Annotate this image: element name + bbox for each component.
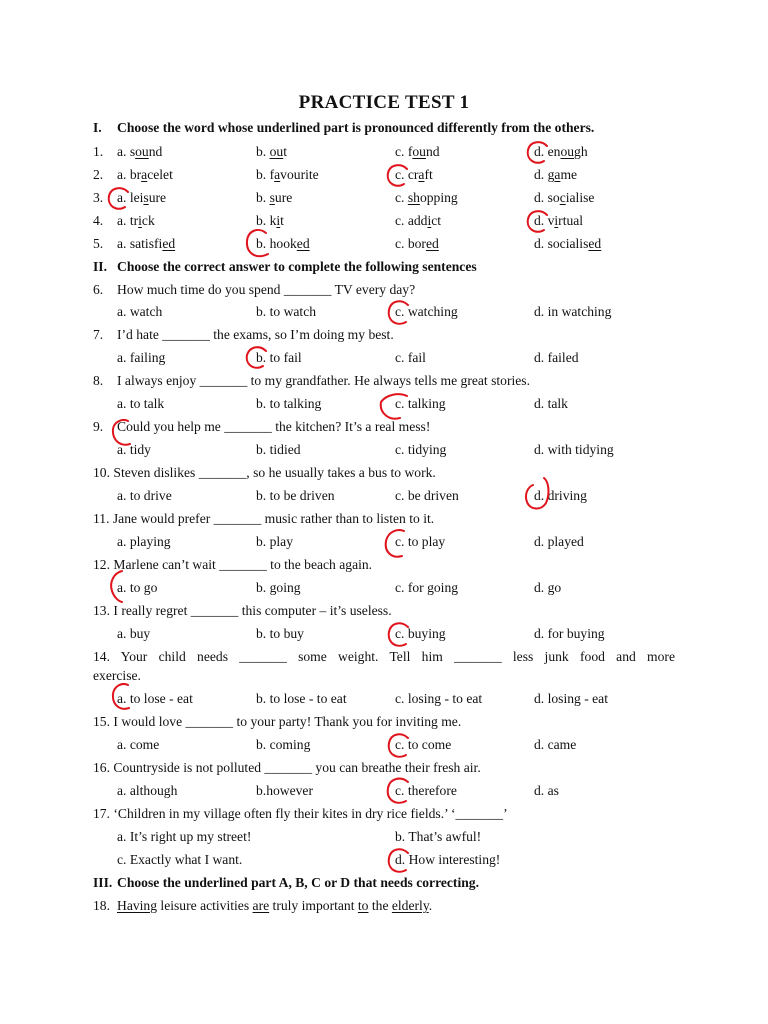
option-a: a. trick — [117, 213, 155, 228]
question-15-stem — [0, 712, 768, 732]
question-1 — [0, 142, 768, 162]
option-d: d. virtual — [534, 213, 584, 228]
question-number: 2. — [93, 167, 104, 182]
question-number: 8. — [93, 373, 104, 388]
underlined-part-d: elderly — [391, 898, 429, 913]
question-text: 14. Your child needs _______ some weight. Tell him _______ less junk food and more — [93, 649, 675, 664]
option-c: c. to come — [395, 737, 452, 752]
option-d: d. enough — [534, 144, 588, 159]
option-a: a. to go — [117, 580, 158, 595]
option-b: b. to fail — [256, 350, 302, 365]
option-c: c. Exactly what I want. — [117, 852, 243, 867]
page-title: PRACTICE TEST 1 — [298, 92, 470, 113]
option-d: d. as — [534, 783, 559, 798]
option-b: b. sure — [256, 190, 293, 205]
question-text: Could you help me _______ the kitchen? It’s a real mess! — [117, 419, 431, 434]
option-b: b. to be driven — [256, 488, 335, 503]
question-11-options — [0, 532, 768, 552]
option-c: c. craft — [395, 167, 433, 182]
question-9-stem — [0, 417, 768, 437]
question-8-options — [0, 394, 768, 414]
question-8-stem — [0, 371, 768, 391]
section-number: II. — [93, 259, 107, 274]
option-b: b. going — [256, 580, 301, 595]
option-b: b. to buy — [256, 626, 304, 641]
question-6-stem — [0, 280, 768, 300]
option-a: a. leisure — [117, 190, 167, 205]
option-c: c. fail — [395, 350, 426, 365]
question-number: 9. — [93, 419, 104, 434]
option-c: c. talking — [395, 396, 446, 411]
section-1-heading — [0, 118, 768, 138]
underlined-part-a: Having — [117, 898, 158, 913]
option-d: d. socialised — [534, 236, 602, 251]
question-16-options — [0, 781, 768, 801]
question-3 — [0, 188, 768, 208]
option-a: a. watch — [117, 304, 163, 319]
option-d: d. driving — [534, 488, 587, 503]
option-c: c. buying — [395, 626, 446, 641]
option-a: a. to talk — [117, 396, 165, 411]
option-d: d. game — [534, 167, 578, 182]
option-b: b.however — [256, 783, 313, 798]
option-b: b. That’s awful! — [395, 829, 482, 844]
question-text: 15. I would love _______ to your party! Thank you for inviting me. — [93, 714, 462, 729]
option-c: c. watching — [395, 304, 458, 319]
option-c: c. addict — [395, 213, 442, 228]
text-segment: the — [368, 898, 392, 913]
option-d: d. failed — [534, 350, 579, 365]
question-12-stem — [0, 555, 768, 575]
question-number: 1. — [93, 144, 104, 159]
option-a: a. satisfied — [117, 236, 176, 251]
question-text: 13. I really regret _______ this computer – it’s useless. — [93, 603, 392, 618]
question-16-stem — [0, 758, 768, 778]
question-13-stem — [0, 601, 768, 621]
question-text: 12. Marlene can’t wait _______ to the beach again. — [93, 557, 373, 572]
question-7-options — [0, 348, 768, 368]
option-c: c. found — [395, 144, 440, 159]
underlined-part-b: are — [252, 898, 270, 913]
question-7-stem — [0, 325, 768, 345]
option-c: c. therefore — [395, 783, 457, 798]
question-6-options — [0, 302, 768, 322]
question-text: exercise. — [93, 668, 141, 683]
section-3-heading — [0, 873, 768, 893]
option-c: c. tidying — [395, 442, 447, 457]
question-text — [117, 896, 432, 916]
option-b: b. kit — [256, 213, 284, 228]
question-text: 16. Countryside is not polluted _______ you can breathe their fresh air. — [93, 760, 481, 775]
option-a: a. although — [117, 783, 178, 798]
text-segment: leisure activities — [157, 898, 253, 913]
question-text: I’d hate _______ the exams, so I’m doing my best. — [117, 327, 394, 342]
option-a: a. bracelet — [117, 167, 173, 182]
option-a: a. playing — [117, 534, 171, 549]
option-b: b. play — [256, 534, 293, 549]
option-b: b. to lose - to eat — [256, 691, 347, 706]
option-d: d. came — [534, 737, 577, 752]
underlined-part-c: to — [357, 898, 369, 913]
option-b: b. favourite — [256, 167, 319, 182]
question-text: I always enjoy _______ to my grandfather. He always tells me great stories. — [117, 373, 530, 388]
option-a: a. sound — [117, 144, 163, 159]
option-a: a. to drive — [117, 488, 172, 503]
option-a: a. tidy — [117, 442, 151, 457]
option-b: b. to watch — [256, 304, 317, 319]
option-c: c. bored — [395, 236, 439, 251]
option-d: d. How interesting! — [395, 852, 501, 867]
option-c: c. be driven — [395, 488, 459, 503]
question-13-options — [0, 624, 768, 644]
question-5 — [0, 234, 768, 254]
question-17-stem — [0, 804, 768, 824]
question-number: 3. — [93, 190, 104, 205]
option-d: d. go — [534, 580, 562, 595]
option-a: a. to lose - eat — [117, 691, 193, 706]
option-d: d. in watching — [534, 304, 612, 319]
question-10-options — [0, 486, 768, 506]
section-number: I. — [93, 120, 102, 135]
question-2 — [0, 165, 768, 185]
option-a: a. failing — [117, 350, 166, 365]
question-number: 5. — [93, 236, 104, 251]
option-c: c. to play — [395, 534, 446, 549]
option-c: c. losing - to eat — [395, 691, 483, 706]
option-d: d. played — [534, 534, 584, 549]
question-17-options-row2 — [0, 850, 768, 870]
question-4 — [0, 211, 768, 231]
question-14-stem-cont — [0, 666, 768, 686]
option-a: a. buy — [117, 626, 151, 641]
text-segment: truly important — [269, 898, 358, 913]
question-text: 10. Steven dislikes _______, so he usually takes a bus to work. — [93, 465, 436, 480]
question-11-stem — [0, 509, 768, 529]
option-b: b. tidied — [256, 442, 301, 457]
question-number: 6. — [93, 282, 104, 297]
option-d: d. with tidying — [534, 442, 614, 457]
option-d: d. socialise — [534, 190, 595, 205]
option-a: a. It’s right up my street! — [117, 829, 252, 844]
option-c: c. shopping — [395, 190, 458, 205]
section-instruction: Choose the underlined part A, B, C or D that needs correcting. — [117, 875, 479, 890]
question-text: 17. ‘Children in my village often fly their kites in dry rice fields.’ ‘_______’ — [93, 806, 508, 821]
option-c: c. for going — [395, 580, 459, 595]
question-17-options-row1 — [0, 827, 768, 847]
question-number: 7. — [93, 327, 104, 342]
section-number: III. — [93, 875, 113, 890]
question-14-stem — [0, 647, 768, 667]
question-12-options — [0, 578, 768, 598]
section-2-heading — [0, 257, 768, 277]
option-d: d. losing - eat — [534, 691, 608, 706]
text-segment: . — [428, 898, 433, 913]
question-15-options — [0, 735, 768, 755]
option-d: d. talk — [534, 396, 568, 411]
section-instruction: Choose the word whose underlined part is pronounced differently from the others. — [117, 120, 595, 135]
question-text: 11. Jane would prefer _______ music rather than to listen to it. — [93, 511, 435, 526]
option-b: b. coming — [256, 737, 311, 752]
question-18 — [0, 896, 768, 916]
question-number: 18. — [93, 898, 110, 913]
question-text: How much time do you spend _______ TV every day? — [117, 282, 416, 297]
section-instruction: Choose the correct answer to complete the following sentences — [117, 259, 477, 274]
option-b: b. to talking — [256, 396, 322, 411]
option-b: b. hooked — [256, 236, 310, 251]
option-a: a. come — [117, 737, 160, 752]
question-number: 4. — [93, 213, 104, 228]
option-b: b. out — [256, 144, 287, 159]
question-10-stem — [0, 463, 768, 483]
question-9-options — [0, 440, 768, 460]
option-d: d. for buying — [534, 626, 605, 641]
question-14-options — [0, 689, 768, 709]
